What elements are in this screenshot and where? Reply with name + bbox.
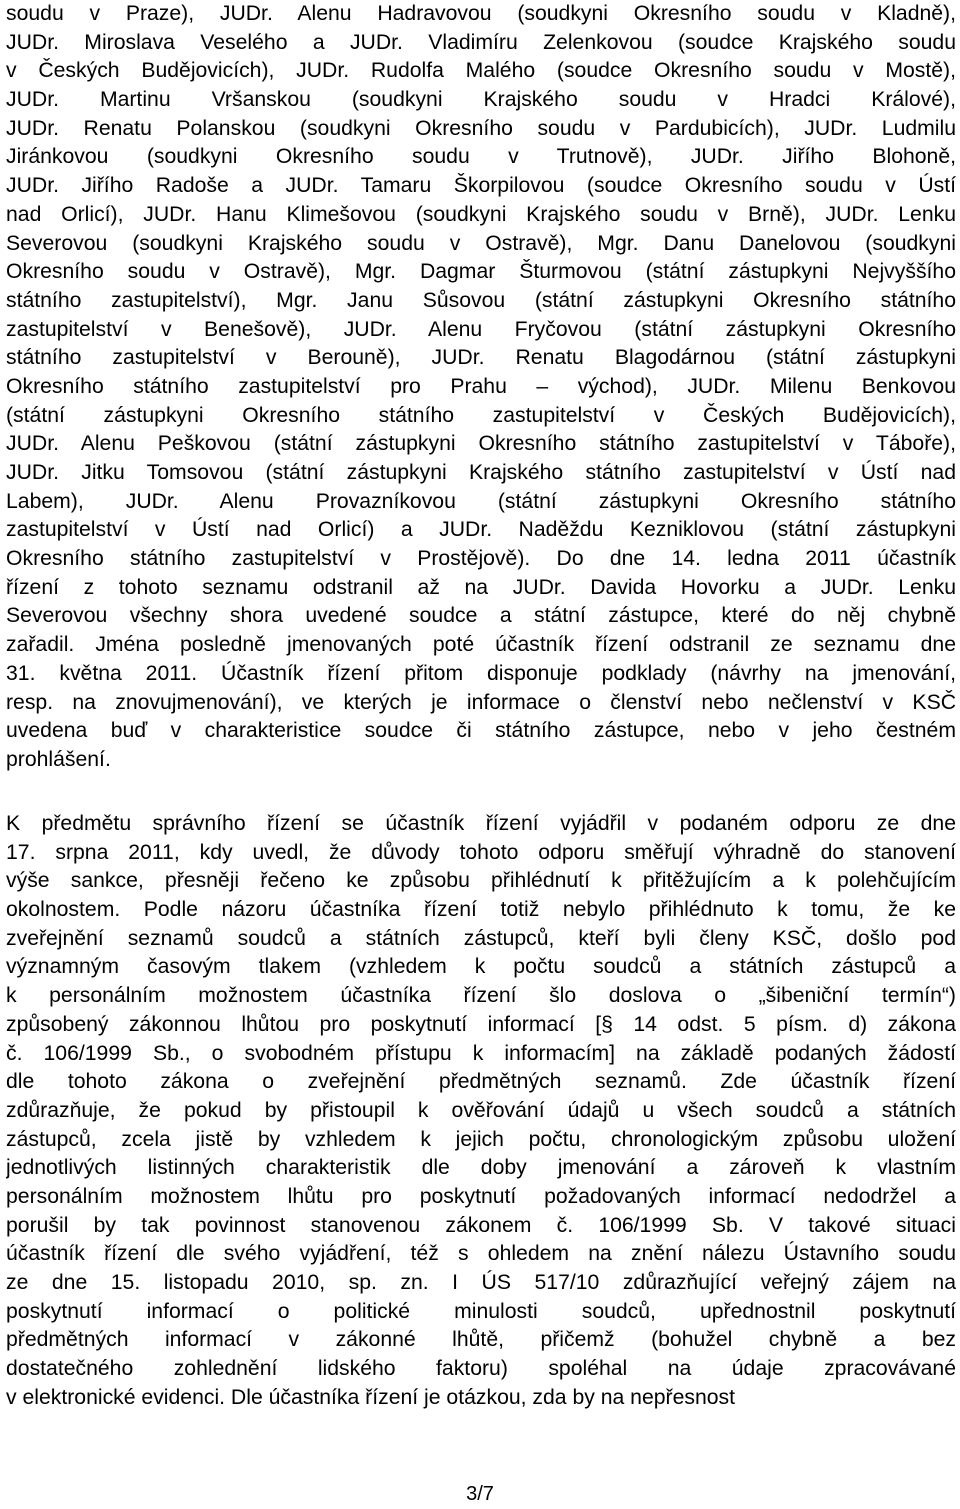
text-line: zveřejnění seznamů soudců a státních zástupců, kteří byli členy KSČ, došlo pod	[6, 926, 956, 950]
text-line: JUDr. Renatu Polanskou (soudkyni Okresního soudu v Pardubicích), JUDr. Ludmilu	[6, 116, 956, 140]
text-line: č. 106/1999 Sb., o svobodném přístupu k informacím] na základě podaných žádostí	[6, 1041, 956, 1065]
text-line: uvedena buď v charakteristice soudce či státního zástupce, nebo v jeho čestném	[6, 719, 956, 743]
text-line: Labem), JUDr. Alenu Provazníkovou (státní zástupkyni Okresního státního	[6, 489, 956, 513]
text-line: personálním možnostem lhůtu pro poskytnutí požadovaných informací nedodržel a	[6, 1184, 956, 1208]
text-line: zastupitelství v Ústí nad Orlicí) a JUDr. Naděždu Kezniklovou (státní zástupkyni	[6, 518, 956, 542]
text-line: státního zastupitelství), Mgr. Janu Sůsovou (státní zástupkyni Okresního státního	[6, 288, 956, 312]
text-line: nad Orlicí), JUDr. Hanu Klimešovou (soudkyni Krajského soudu v Brně), JUDr. Lenku	[6, 202, 956, 226]
text-line: 31. května 2011. Účastník řízení přitom disponuje podklady (návrhy na jmenování,	[6, 661, 956, 685]
text-line: Severovou (soudkyni Krajského soudu v Ostravě), Mgr. Danu Danelovou (soudkyni	[6, 231, 956, 255]
text-line: zastupitelství v Benešově), JUDr. Alenu Fryčovou (státní zástupkyni Okresního	[6, 317, 956, 341]
text-line: JUDr. Miroslava Veselého a JUDr. Vladimíru Zelenkovou (soudce Krajského soudu	[6, 30, 956, 54]
text-line: dle tohoto zákona o zveřejnění předmětných seznamů. Zde účastník řízení	[6, 1070, 956, 1094]
text-line: 17. srpna 2011, kdy uvedl, že důvody tohoto odporu směřují výhradně do stanovení	[6, 840, 956, 864]
text-line: JUDr. Alenu Peškovou (státní zástupkyni Okresního státního zastupitelství v Táboře),	[6, 432, 956, 456]
text-line: prohlášení.	[6, 747, 111, 771]
text-line: státního zastupitelství v Berouně), JUDr. Renatu Blagodárnou (státní zástupkyni	[6, 346, 956, 370]
text-line: zařadil. Jména posledně jmenovaných poté účastník řízení odstranil ze seznamu dne	[6, 633, 956, 657]
page-number: 3/7	[466, 1483, 494, 1505]
text-line: v Českých Budějovicích), JUDr. Rudolfa Malého (soudce Okresního soudu v Mostě),	[6, 59, 956, 83]
text-line: zástupců, zcela jistě by vzhledem k jejich počtu, chronologickým způsobu uložení	[6, 1127, 956, 1151]
text-line: výše sankce, přesněji řečeno ke způsobu přihlédnutí k přitěžujícím a k polehčujícím	[6, 869, 956, 893]
text-line: k personálním možnostem účastníka řízení šlo doslova o „šibeniční termín“)	[6, 984, 956, 1008]
text-line: ze dne 15. listopadu 2010, sp. zn. I ÚS 517/10 zdůrazňující veřejný zájem na	[6, 1271, 956, 1294]
text-line: okolnostem. Podle názoru účastníka řízení totiž nebylo přihlédnuto k tomu, že ke	[6, 898, 956, 922]
text-line: způsobený zákonnou lhůtou pro poskytnutí informací [§ 14 odst. 5 písm. d) zákona	[6, 1012, 956, 1036]
text-line: v elektronické evidenci. Dle účastníka řízení je otázkou, zda by na nepřesnost	[6, 1385, 736, 1409]
text-line: zdůrazňuje, že pokud by přistoupil k ověřování údajů u všech soudců a státních	[6, 1098, 956, 1122]
text-line: řízení z tohoto seznamu odstranil až na JUDr. Davida Hovorku a JUDr. Lenku	[6, 575, 956, 599]
text-line: porušil by tak povinnost stanovenou zákonem č. 106/1999 Sb. V takové situaci	[6, 1213, 956, 1237]
text-line: Jiránkovou (soudkyni Okresního soudu v Trutnově), JUDr. Jiřího Blohoně,	[6, 145, 956, 169]
text-line: poskytnutí informací o politické minulosti soudců, upřednostnil poskytnutí	[6, 1299, 956, 1323]
text-line: dostatečného zohlednění lidského faktoru) spoléhal na údaje zpracovávané	[6, 1357, 956, 1381]
text-line: Severovou všechny shora uvedené soudce a státní zástupce, které do něj chybně	[6, 604, 956, 628]
text-line: JUDr. Jiřího Radoše a JUDr. Tamaru Škorpilovou (soudce Okresního soudu v Ústí	[6, 174, 956, 198]
text-line: Okresního státního zastupitelství pro Prahu – východ), JUDr. Milenu Benkovou	[6, 374, 956, 398]
paragraph-2	[6, 810, 956, 1412]
text-line: předmětných informací v zákonné lhůtě, přičemž (bohužel chybně a bez	[6, 1328, 956, 1352]
text-line: soudu v Praze), JUDr. Alenu Hadravovou (soudkyni Okresního soudu v Kladně),	[6, 2, 956, 25]
paragraph-1	[6, 0, 956, 775]
text-line: JUDr. Martinu Vršanskou (soudkyni Krajského soudu v Hradci Králové),	[6, 88, 956, 112]
text-line: resp. na znovujmenování), ve kterých je informace o členství nebo nečlenství v KSČ	[6, 690, 956, 714]
text-line: K předmětu správního řízení se účastník řízení vyjádřil v podaném odporu ze dne	[6, 812, 956, 835]
text-line: Okresního státního zastupitelství v Prostějově). Do dne 14. ledna 2011 účastník	[6, 547, 956, 571]
text-line: významným časovým tlakem (vzhledem k počtu soudců a státních zástupců a	[6, 955, 956, 979]
text-line: účastník řízení dle svého vyjádření, též s ohledem na znění nálezu Ústavního soudu	[6, 1242, 956, 1266]
text-line: JUDr. Jitku Tomsovou (státní zástupkyni Krajského státního zastupitelství v Ústí nad	[6, 461, 956, 484]
text-line: Okresního soudu v Ostravě), Mgr. Dagmar Šturmovou (státní zástupkyni Nejvyššího	[6, 260, 956, 284]
text-line: (státní zástupkyni Okresního státního zastupitelství v Českých Budějovicích),	[6, 403, 956, 427]
text-line: jednotlivých listinných charakteristik dle doby jmenování a zároveň k vlastním	[6, 1156, 956, 1180]
